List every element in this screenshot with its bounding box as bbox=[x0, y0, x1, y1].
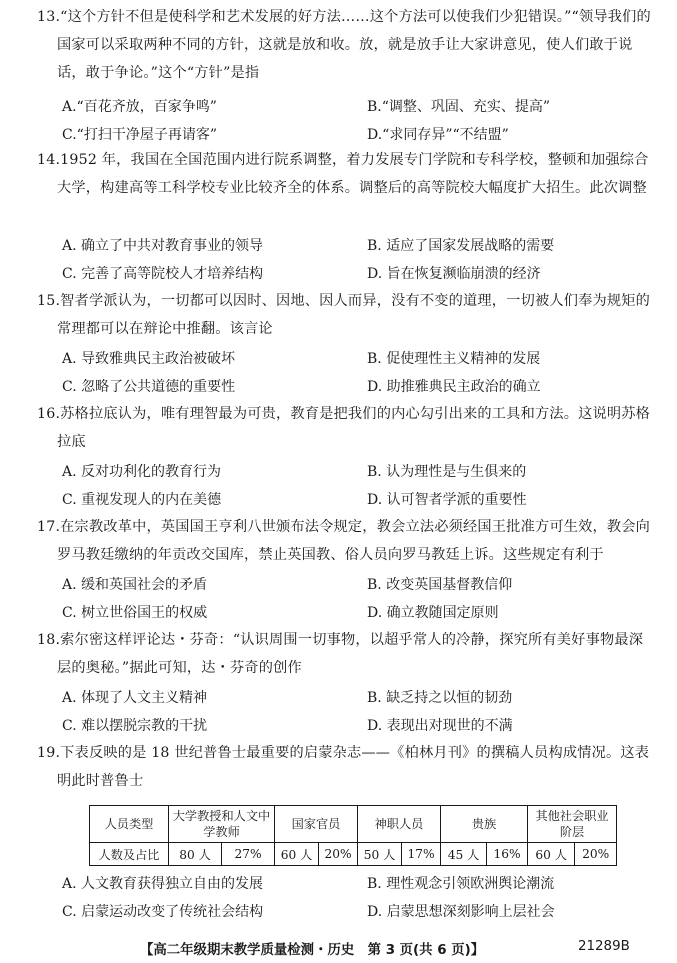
question-14-option-b: B. 适应了国家发展战略的需要 bbox=[367, 238, 555, 254]
table-header-cell: 其他社会职业阶层 bbox=[528, 806, 617, 843]
question-16-option-d: D. 认可智者学派的重要性 bbox=[367, 492, 527, 508]
table-cell-count: 60 人 bbox=[275, 843, 319, 866]
exam-code: 21289B bbox=[578, 939, 630, 954]
question-16-option-c: C. 重视发现人的内在美德 bbox=[62, 492, 222, 508]
question-17-option-d: D. 确立教随国定原则 bbox=[367, 605, 499, 621]
question-19-option-a: A. 人文教育获得独立自由的发展 bbox=[62, 876, 264, 892]
question-16-option-b: B. 认为理性是与生俱来的 bbox=[367, 464, 527, 480]
question-19-option-b: B. 理性观念引领欧洲舆论潮流 bbox=[367, 876, 555, 892]
question-19-stem: 19.下表反映的是 18 世纪普鲁士最重要的启蒙杂志——《柏林月刊》的撰稿人员构成情况。这表明此时普鲁士 bbox=[37, 745, 650, 789]
question-13-stem: 13.“这个方针不但是使科学和艺术发展的好方法……这个方法可以使我们少犯错误。”“领导我们的国家可以采取两种不同的方针，这就是放和收。放，就是放手让大家讲意见，使人们敢于说话，敢于争论。”这个“方针”是指 bbox=[37, 9, 651, 81]
table-cell-percent: 16% bbox=[487, 843, 528, 866]
table-cell-percent: 20% bbox=[319, 843, 358, 866]
table-cell-percent: 17% bbox=[402, 843, 441, 866]
question-13-option-b: B.“调整、巩固、充实、提高” bbox=[367, 99, 551, 115]
question-19-option-d: D. 启蒙思想深刻影响上层社会 bbox=[367, 904, 555, 920]
question-14-option-c: C. 完善了高等院校人才培养结构 bbox=[62, 266, 264, 282]
question-18-option-a: A. 体现了人文主义精神 bbox=[62, 690, 208, 706]
question-15-option-c: C. 忽略了公共道德的重要性 bbox=[62, 379, 236, 395]
table-cell-count: 60 人 bbox=[528, 843, 575, 866]
question-17-option-a: A. 缓和英国社会的矛盾 bbox=[62, 577, 208, 593]
question-18-stem: 18.索尔密这样评论达・芬奇：“认识周围一切事物，以超乎常人的冷静，探究所有美好事物最深层的奥秘。”据此可知，达・芬奇的创作 bbox=[37, 632, 644, 676]
question-15-option-a: A. 导致雅典民主政治被破坏 bbox=[62, 351, 236, 367]
question-16-stem: 16.苏格拉底认为，唯有理智最为可贵，教育是把我们的内心勾引出来的工具和方法。这说明苏格拉底 bbox=[37, 406, 651, 450]
page-footer: 【高二年级期末教学质量检测・历史 第 3 页(共 6 页)】 bbox=[140, 943, 485, 958]
table-header-cell: 大学教授和人文中学教师 bbox=[169, 806, 275, 843]
table-header-row bbox=[90, 806, 617, 843]
question-14-stem: 14.1952 年，我国在全国范围内进行院系调整，着力发展专门学院和专科学校，整顿和加强综合大学，构建高等工科学校专业比较齐全的体系。调整后的高等院校大幅度扩大招生。此次调整 bbox=[37, 152, 649, 196]
table-cell-percent: 27% bbox=[222, 843, 275, 866]
table-cell-count: 80 人 bbox=[169, 843, 222, 866]
question-17-option-c: C. 树立世俗国王的权威 bbox=[62, 605, 208, 621]
table-value-row bbox=[90, 843, 617, 866]
question-14-option-a: A. 确立了中共对教育事业的领导 bbox=[62, 238, 264, 254]
table-cell-count: 50 人 bbox=[358, 843, 402, 866]
question-17-option-b: B. 改变英国基督教信仰 bbox=[367, 577, 513, 593]
table-header-cell: 神职人员 bbox=[358, 806, 441, 843]
table-row-label: 人数及占比 bbox=[90, 843, 169, 866]
question-16-option-a: A. 反对功利化的教育行为 bbox=[62, 464, 222, 480]
question-13-option-c: C.“打扫干净屋子再请客” bbox=[62, 127, 217, 143]
question-15-stem: 15.智者学派认为，一切都可以因时、因地、因人而异，没有不变的道理，一切被人们奉为规矩的常理都可以在辩论中推翻。该言论 bbox=[37, 293, 651, 337]
table-row-label: 人员类型 bbox=[90, 806, 169, 843]
question-18-option-c: C. 难以摆脱宗教的干扰 bbox=[62, 718, 208, 734]
question-18-option-b: B. 缺乏持之以恒的韧劲 bbox=[367, 690, 513, 706]
table-header-cell: 国家官员 bbox=[275, 806, 358, 843]
table-cell-percent: 20% bbox=[575, 843, 617, 866]
question-17-stem: 17.在宗教改革中，英国国王亨利八世颁布法令规定，教会立法必须经国王批准方可生效，教会向罗马教廷缴纳的年贡改交国库，禁止英国教、俗人员向罗马教廷上诉。这些规定有利于 bbox=[37, 519, 651, 563]
question-19-option-c: C. 启蒙运动改变了传统社会结构 bbox=[62, 904, 264, 920]
table-header-cell: 贵族 bbox=[441, 806, 528, 843]
question-13-option-a: A.“百花齐放，百家争鸣” bbox=[62, 99, 217, 115]
question-15-option-d: D. 助推雅典民主政治的确立 bbox=[367, 379, 541, 395]
question-14-option-d: D. 旨在恢复濒临崩溃的经济 bbox=[367, 266, 541, 282]
question-18-option-d: D. 表现出对现世的不满 bbox=[367, 718, 513, 734]
question-15-option-b: B. 促使理性主义精神的发展 bbox=[367, 351, 541, 367]
staff-composition-table bbox=[89, 805, 617, 866]
table-cell-count: 45 人 bbox=[441, 843, 487, 866]
question-13-option-d: D.“求同存异”“不结盟” bbox=[367, 127, 509, 143]
